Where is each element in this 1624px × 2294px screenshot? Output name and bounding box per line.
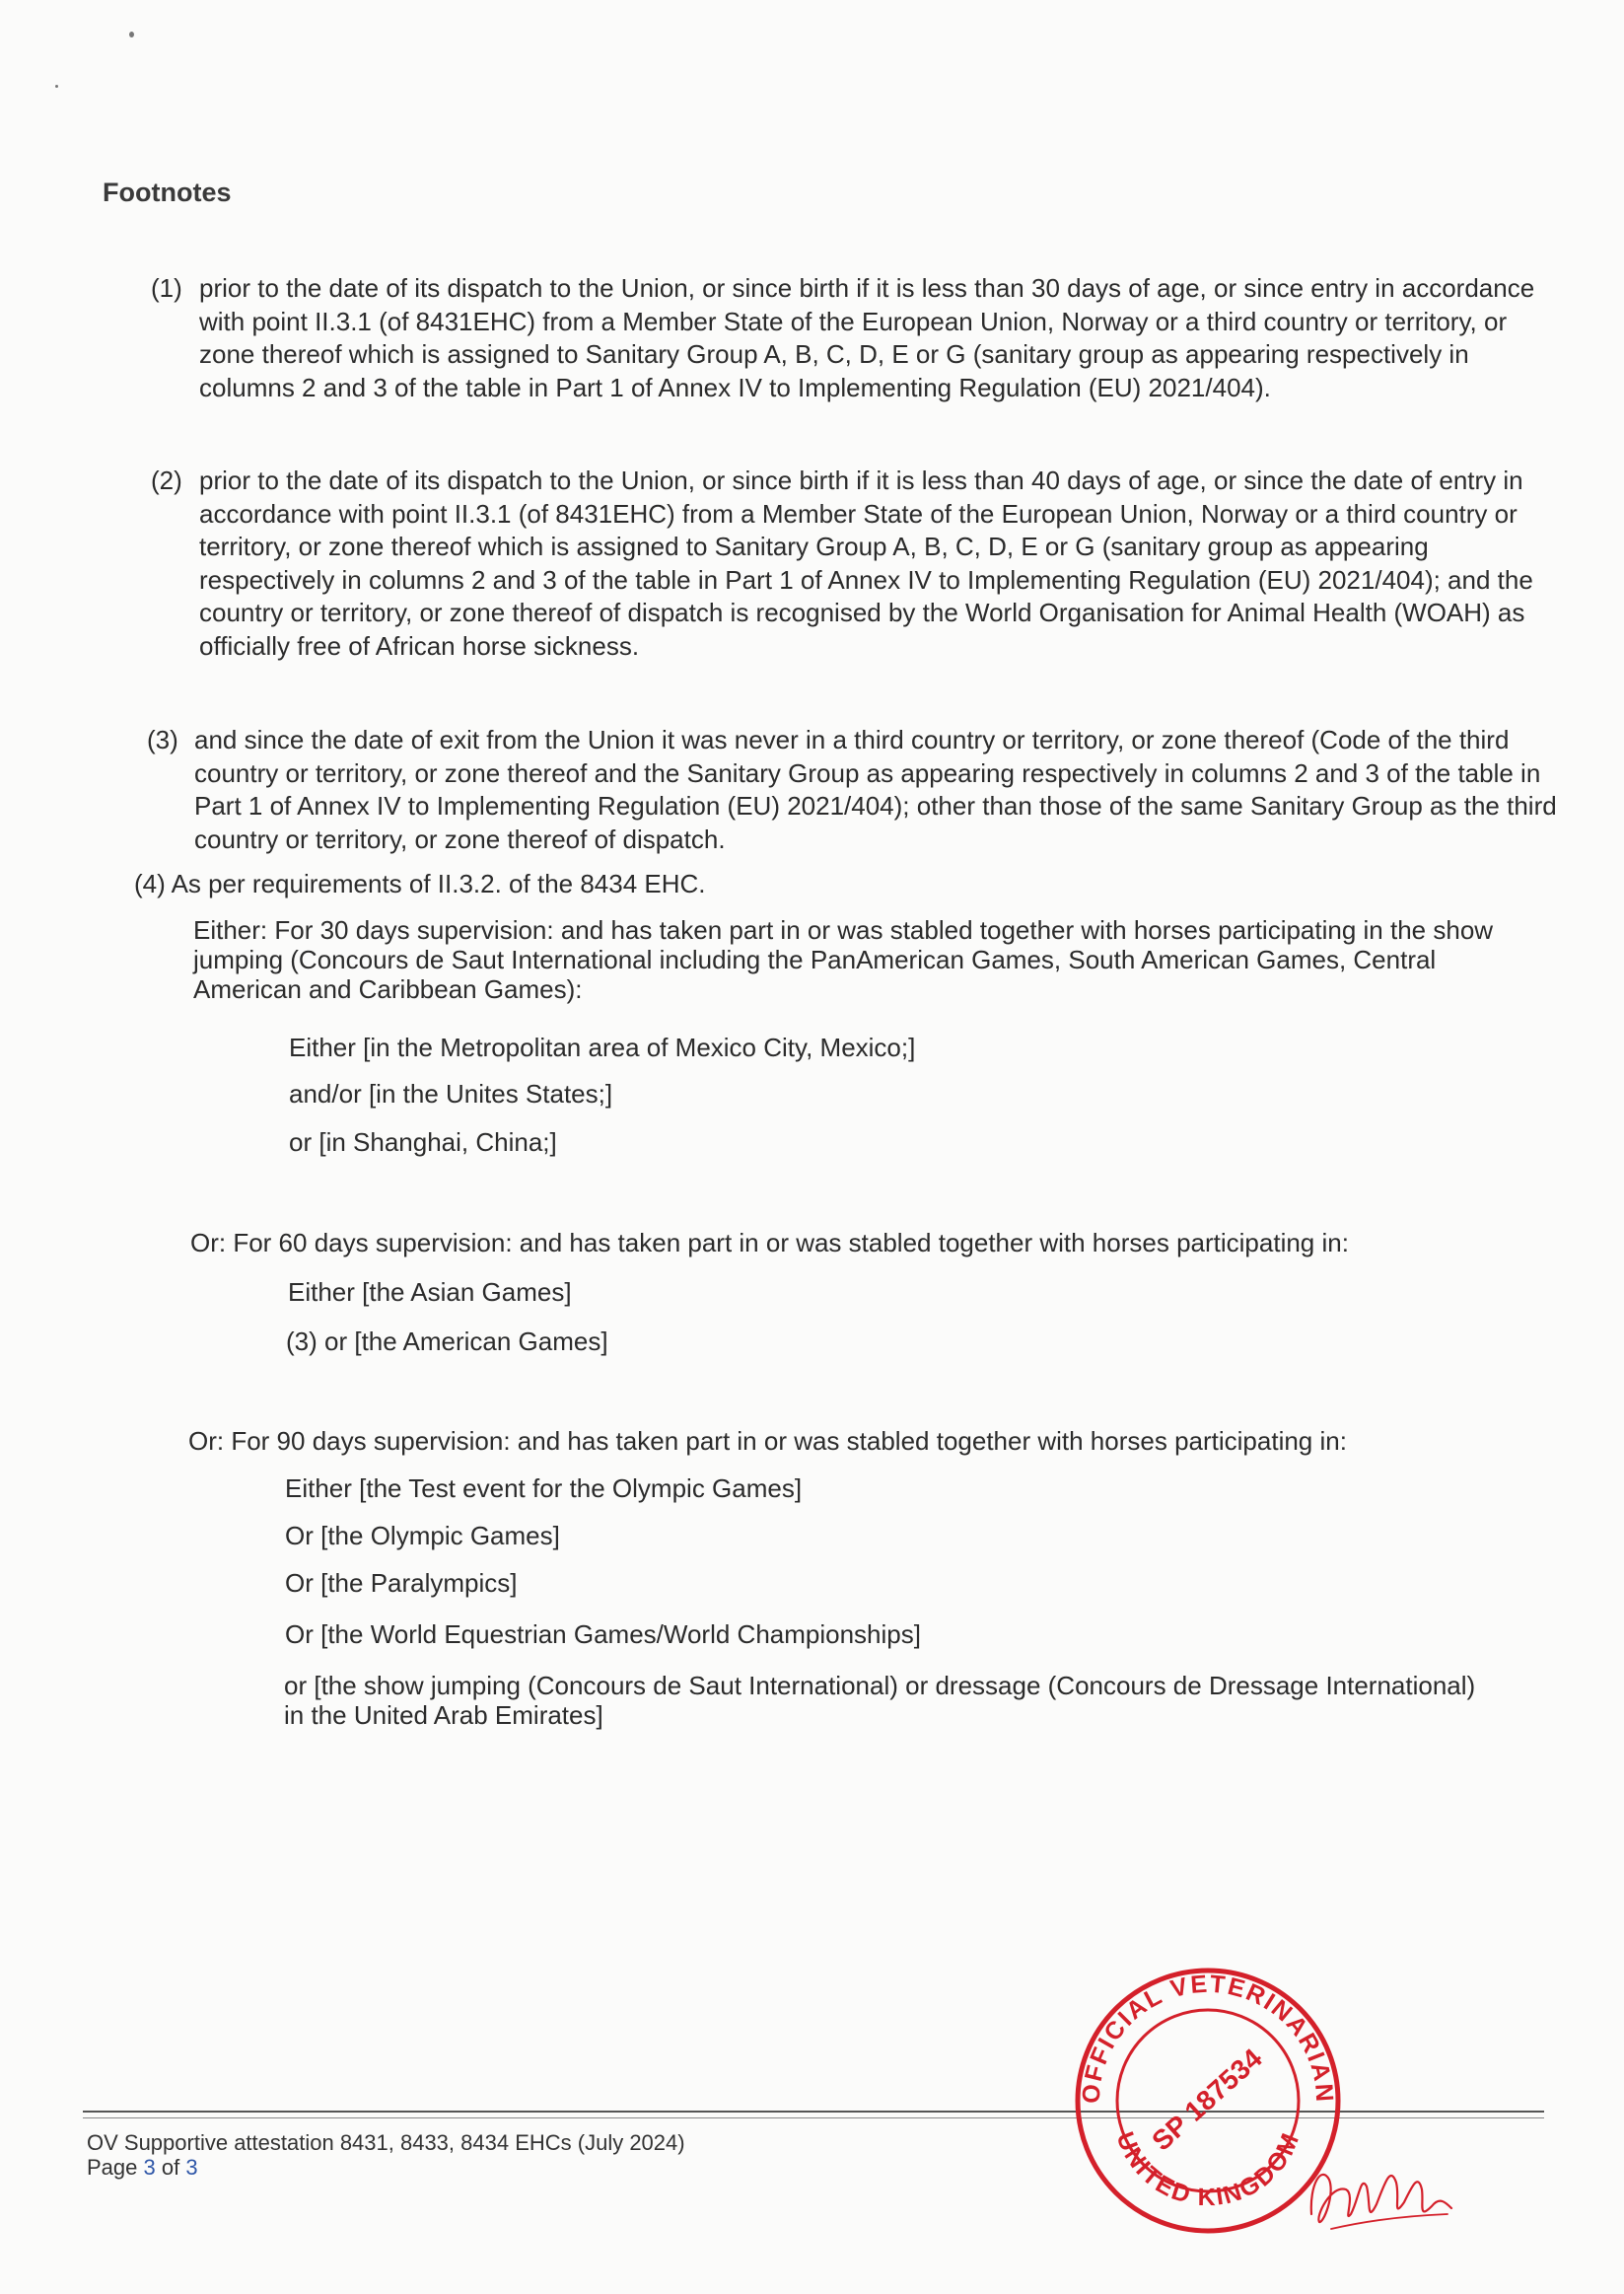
footnote-text: prior to the date of its dispatch to the Union, or since birth if it is less than 30 days of age, or since entry in accordance with point II.3.1 (of 8431EHC) from a Member State of the European Union, Norway or a third country or territory, or zone thereof which is assigned to Sanitary Group A, B, C, D, E or G (sanitary group as appearing respectively in columns 2 and 3 of the table in Part 1 of Annex IV to Implementing Regulation (EU) 2021/404). — [199, 273, 1535, 402]
footnote-text: prior to the date of its dispatch to the Union, or since birth if it is less than 40 days of age, or since the date of entry in accordance with point II.3.1 (of 8431EHC) from a Member State of the European Union, Norway or a third country or territory, or zone thereof which is assigned to Sanitary Group A, B, C, D, E or G (sanitary group as appearing respectively in columns 2 and 3 of the table in Part 1 of Annex IV to Implementing Regulation (EU) 2021/404); and the country or territory, or zone thereof of dispatch is recognised by the World Organisation for Animal Health (WOAH) as officially free of African horse sickness. — [199, 466, 1533, 661]
stamp-number: SP 187534 — [1146, 2043, 1268, 2157]
page-label: Page — [87, 2155, 138, 2180]
list-item: and/or [in the Unites States;] — [289, 1079, 613, 1109]
footnote-number: (3) — [147, 725, 178, 754]
list-item: Either [in the Metropolitan area of Mexico City, Mexico;] — [289, 1033, 916, 1062]
stamp-bottom-text: UNITED KINGDOM — [1110, 2127, 1306, 2212]
page-current: 3 — [143, 2155, 156, 2180]
stamp-top-text: OFFICIAL VETERINARIAN — [1077, 1970, 1339, 2105]
list-item: Or [the Olympic Games] — [285, 1521, 560, 1550]
list-item: Either [the Asian Games] — [288, 1277, 572, 1307]
footnotes-heading: Footnotes — [103, 178, 232, 207]
list-item: or [in Shanghai, China;] — [289, 1127, 557, 1157]
page-total: 3 — [185, 2155, 198, 2180]
footnote-number: (1) — [151, 273, 182, 303]
list-item: Either [the Test event for the Olympic Games] — [285, 1473, 803, 1503]
footnote-number: (2) — [151, 466, 182, 495]
footnote-3 — [147, 724, 1564, 856]
signature — [1302, 2145, 1459, 2244]
footer-title: OV Supportive attestation 8431, 8433, 8434 EHCs (July 2024) — [87, 2130, 685, 2155]
scan-speck — [55, 85, 58, 88]
list-item: (3) or [the American Games] — [286, 1326, 608, 1356]
supervision-30-days: Either: For 30 days supervision: and has taken part in or was stabled together with horses participating in the show jumping (Concours de Saut International including the PanAmerican Games, South American Games, Central American and Caribbean Games): — [193, 915, 1494, 1004]
footnote-1 — [151, 272, 1561, 404]
page-of: of — [161, 2155, 180, 2180]
page-number — [87, 2155, 198, 2181]
footnote-text: and since the date of exit from the Union it was never in a third country or territory, or zone thereof (Code of the third country or territory, or zone thereof and the Sanitary Group as appearing respectively in columns 2 and 3 of the table in Part 1 of Annex IV to Implementing Regulation (EU) 2021/404); other than those of the same Sanitary Group as the third country or territory, or zone thereof of dispatch. — [194, 725, 1557, 854]
supervision-90-days: Or: For 90 days supervision: and has taken part in or was stabled together with horses participating in: — [188, 1426, 1347, 1456]
list-item: Or [the World Equestrian Games/World Championships] — [285, 1619, 921, 1649]
list-item: or [the show jumping (Concours de Saut International) or dressage (Concours de Dressage International) in the United Arab Emirates] — [284, 1671, 1476, 1730]
list-item: Or [the Paralympics] — [285, 1568, 518, 1598]
footnote-4-heading: (4) As per requirements of II.3.2. of the 8434 EHC. — [134, 869, 706, 898]
scan-speck — [129, 32, 134, 37]
footnote-2 — [151, 465, 1571, 663]
supervision-60-days: Or: For 60 days supervision: and has taken part in or was stabled together with horses participating in: — [190, 1228, 1349, 1257]
